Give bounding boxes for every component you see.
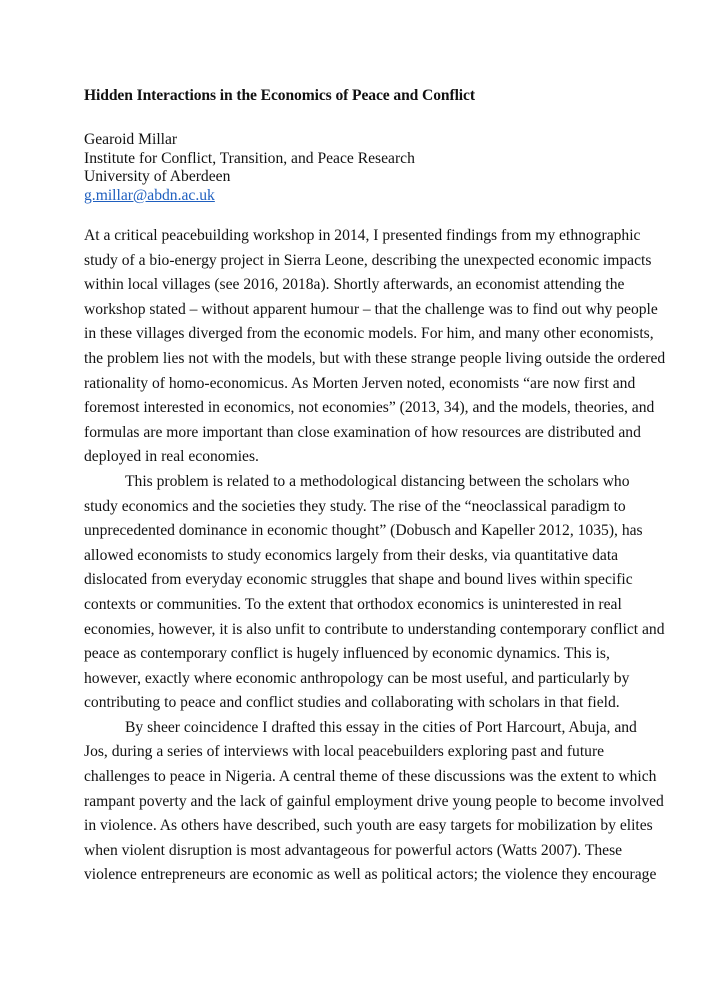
- paragraph-line: allowed economists to study economics largely from their desks, via quantitative data: [84, 546, 619, 564]
- paragraph-line: contexts or communities. To the extent that orthodox economics is uninterested in real: [84, 595, 622, 613]
- paragraph-line: however, exactly where economic anthropology can be most useful, and particularly by: [84, 669, 630, 687]
- paragraph-line: within local villages (see 2016, 2018a). Shortly afterwards, an economist attending the: [84, 276, 625, 294]
- paragraph-line: violence entrepreneurs are economic as well as political actors; the violence they encourage: [84, 866, 657, 884]
- author-university: University of Aberdeen: [84, 168, 231, 185]
- author-institute: Institute for Conflict, Transition, and Peace Research: [84, 149, 415, 167]
- paragraph-2: [84, 470, 665, 716]
- paragraph-line: in violence. As others have described, such youth are easy targets for mobilization by elites: [84, 817, 653, 835]
- paragraph-line: challenges to peace in Nigeria. A central theme of these discussions was the extent to which: [84, 768, 657, 786]
- paragraph-line: economies, however, it is also unfit to contribute to understanding contemporary conflict and: [84, 620, 665, 638]
- paragraph-line: in these villages diverged from the economic models. For him, and many other economists,: [84, 325, 654, 343]
- paragraph-line: This problem is related to a methodological distancing between the scholars who: [125, 472, 630, 490]
- paragraph-1: [84, 224, 666, 470]
- author-name: Gearoid Millar: [84, 131, 178, 148]
- paragraph-line: rationality of homo-economicus. As Morten Jerven noted, economists “are now first and: [84, 374, 636, 392]
- paragraph-line: unprecedented dominance in economic thought” (Dobusch and Kapeller 2012, 1035), has: [84, 522, 643, 540]
- paragraph-line: deployed in real economies.: [84, 448, 259, 466]
- author-email-link[interactable]: g.millar@abdn.ac.uk: [84, 186, 215, 204]
- paragraph-line: dislocated from everyday economic struggles that shape and bound lives within specific: [84, 571, 633, 589]
- paragraph-line: At a critical peacebuilding workshop in 2014, I presented findings from my ethnographic: [84, 227, 641, 244]
- paragraph-line: contributing to peace and conflict studies and collaborating with scholars in that field.: [84, 694, 620, 712]
- paragraph-line: when violent disruption is most advantageous for powerful actors (Watts 2007). These: [84, 841, 623, 859]
- author-block: [84, 131, 415, 205]
- paragraph-line: peace as contemporary conflict is hugely influenced by economic dynamics. This is,: [84, 645, 610, 663]
- paragraph-line: rampant poverty and the lack of gainful employment drive young people to become involved: [84, 792, 664, 810]
- paragraph-line: Jos, during a series of interviews with local peacebuilders exploring past and future: [84, 743, 605, 761]
- paragraph-3: [84, 716, 664, 888]
- paragraph-line: workshop stated – without apparent humour – that the challenge was to find out why people: [84, 300, 658, 318]
- body-text: [84, 224, 666, 888]
- paragraph-line: formulas are more important than close examination of how resources are distributed and: [84, 423, 641, 441]
- paragraph-line: study economics and the societies they study. The rise of the “neoclassical paradigm to: [84, 497, 626, 515]
- paragraph-line: study of a bio-energy project in Sierra Leone, describing the unexpected economic impacts: [84, 251, 652, 269]
- paragraph-line: By sheer coincidence I drafted this essay in the cities of Port Harcourt, Abuja, and: [125, 718, 637, 736]
- paragraph-line: foremost interested in economics, not economies” (2013, 34), and the models, theories, and: [84, 399, 655, 417]
- paragraph-line: the problem lies not with the models, but with these strange people living outside the ordered: [84, 349, 666, 367]
- paper-title: Hidden Interactions in the Economics of Peace and Conflict: [84, 87, 475, 104]
